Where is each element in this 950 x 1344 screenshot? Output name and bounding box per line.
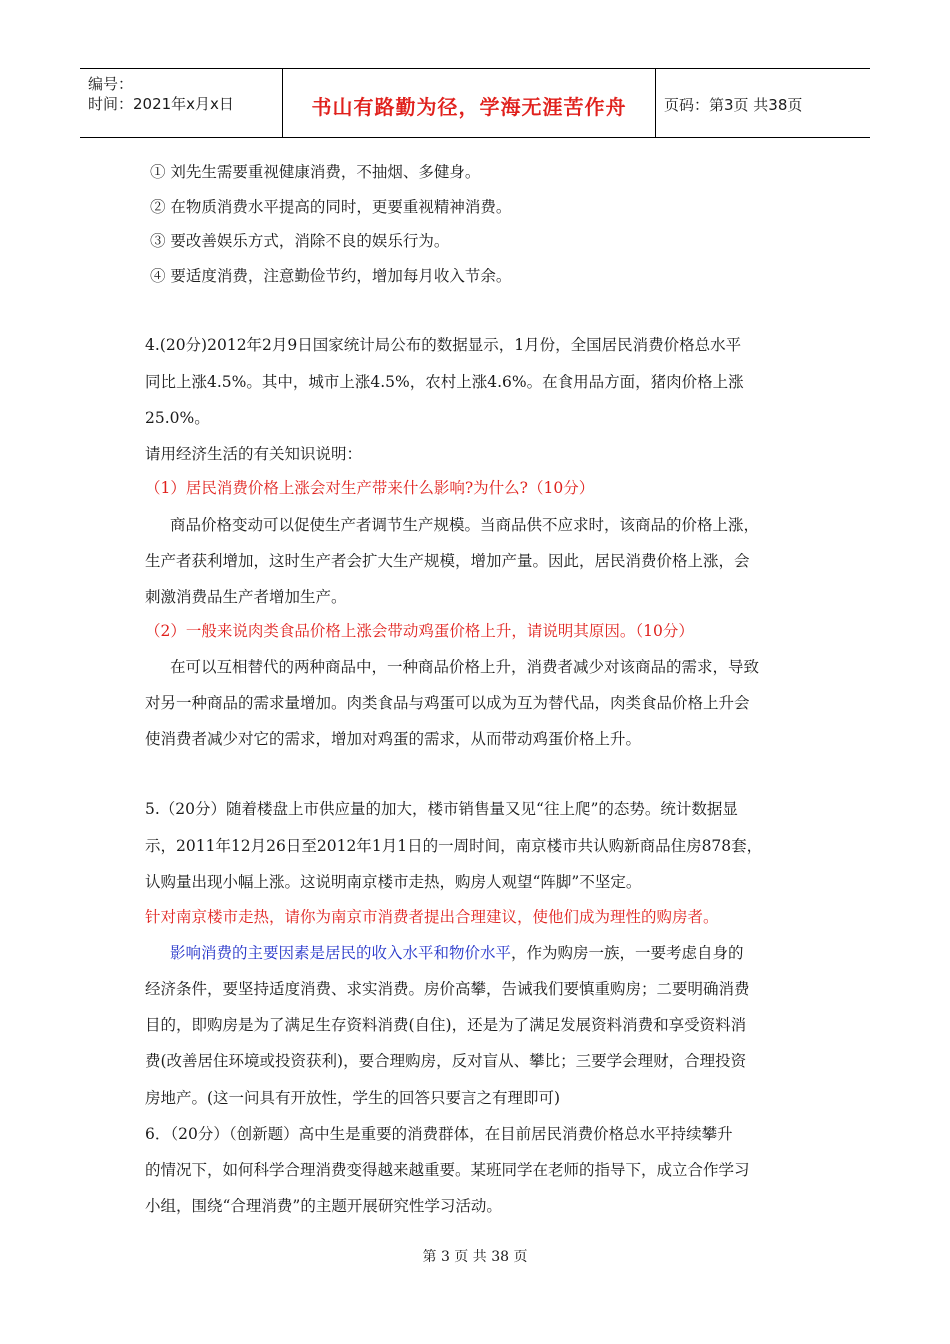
q5-answer-line: 目的，即购房是为了满足生存资料消费(自住)，还是为了满足发展资料消费和享受资料消: [145, 1016, 747, 1034]
q6-stem-line: 小组，围绕“合理消费”的主题开展研究性学习活动。: [145, 1197, 502, 1215]
q4-answer-2-line: 对另一种商品的需求量增加。肉类食品与鸡蛋可以成为互为替代品，肉类食品价格上升会: [145, 694, 750, 712]
q4-answer-2-line: 使消费者减少对它的需求，增加对鸡蛋的需求，从而带动鸡蛋价格上升。: [145, 730, 642, 748]
q4-subquestion-2: （2）一般来说肉类食品价格上涨会带动鸡蛋价格上升，请说明其原因。（10分）: [145, 622, 694, 640]
q5-answer-first-line: [170, 943, 744, 963]
option-item: ③ 要改善娱乐方式，消除不良的娱乐行为。: [150, 232, 450, 250]
q5-stem-line: 认购量出现小幅上涨。这说明南京楼市走热，购房人观望“阵脚”不坚定。: [145, 873, 642, 891]
q4-subquestion-1: （1）居民消费价格上涨会对生产带来什么影响?为什么?（10分）: [145, 479, 595, 497]
q5-stem-line: 5.（20分）随着楼盘上市供应量的加大，楼市销售量又见“往上爬”的态势。统计数据显: [145, 800, 738, 818]
q4-stem-line: 同比上涨4.5%。其中，城市上涨4.5%，农村上涨4.6%。在食用品方面，猪肉价格上涨: [145, 373, 744, 391]
header-page-cell: [656, 69, 870, 137]
q4-answer-1-line: 刺激消费品生产者增加生产。: [145, 588, 347, 606]
header-page-number: 页码：第3页 共38页: [664, 96, 803, 114]
page-footer: 第 3 页 共 38 页: [422, 1249, 528, 1265]
document-number-label: 编号：: [88, 75, 134, 93]
document-date-label: 时间：2021年x月x日: [88, 95, 234, 113]
q4-answer-1-line: 商品价格变动可以促使生产者调节生产规模。当商品供不应求时，该商品的价格上涨，: [170, 516, 760, 534]
header-motto-cell: [283, 69, 656, 137]
page-header: [80, 68, 870, 138]
q6-stem-line: 的情况下，如何科学合理消费变得越来越重要。某班同学在老师的指导下，成立合作学习: [145, 1161, 750, 1179]
q4-answer-1-line: 生产者获利增加，这时生产者会扩大生产规模，增加产量。因此，居民消费价格上涨，会: [145, 552, 750, 570]
q5-answer-line: 费(改善居住环境或投资获利)，要合理购房，反对盲从、攀比；三要学会理财，合理投资: [145, 1052, 747, 1070]
q5-answer-first-rest: ，作为购房一族，一要考虑自身的: [511, 944, 744, 962]
q4-answer-2-line: 在可以互相替代的两种商品中，一种商品价格上升，消费者减少对该商品的需求，导致: [170, 658, 760, 676]
q5-answer-key-point: 影响消费的主要因素是居民的收入水平和物价水平: [170, 944, 512, 962]
q5-answer-line: 经济条件，要坚持适度消费、求实消费。房价高攀，告诫我们要慎重购房；二要明确消费: [145, 980, 750, 998]
q5-stem-line: 示，2011年12月26日至2012年1月1日的一周时间，南京楼市共认购新商品住房878套，: [145, 837, 763, 855]
option-item: ① 刘先生需要重视健康消费，不抽烟、多健身。: [150, 163, 481, 181]
q5-question: 针对南京楼市走热，请你为南京市消费者提出合理建议，使他们成为理性的购房者。: [145, 908, 719, 926]
q5-answer-line: 房地产。(这一问具有开放性，学生的回答只要言之有理即可): [145, 1089, 561, 1107]
header-meta-cell: [80, 69, 283, 137]
q6-stem-line: 6．（20分）（创新题）高中生是重要的消费群体，在目前居民消费价格总水平持续攀升: [145, 1125, 733, 1143]
q4-prompt: 请用经济生活的有关知识说明：: [145, 445, 363, 463]
header-motto: 书山有路勤为径，学海无涯苦作舟: [311, 95, 627, 119]
option-item: ④ 要适度消费，注意勤俭节约，增加每月收入节余。: [150, 267, 512, 285]
q4-stem-line: 25.0%。: [145, 409, 210, 427]
option-item: ② 在物质消费水平提高的同时，更要重视精神消费。: [150, 198, 512, 216]
q4-stem-line: 4.(20分)2012年2月9日国家统计局公布的数据显示，1月份，全国居民消费价格总水平: [145, 336, 742, 354]
